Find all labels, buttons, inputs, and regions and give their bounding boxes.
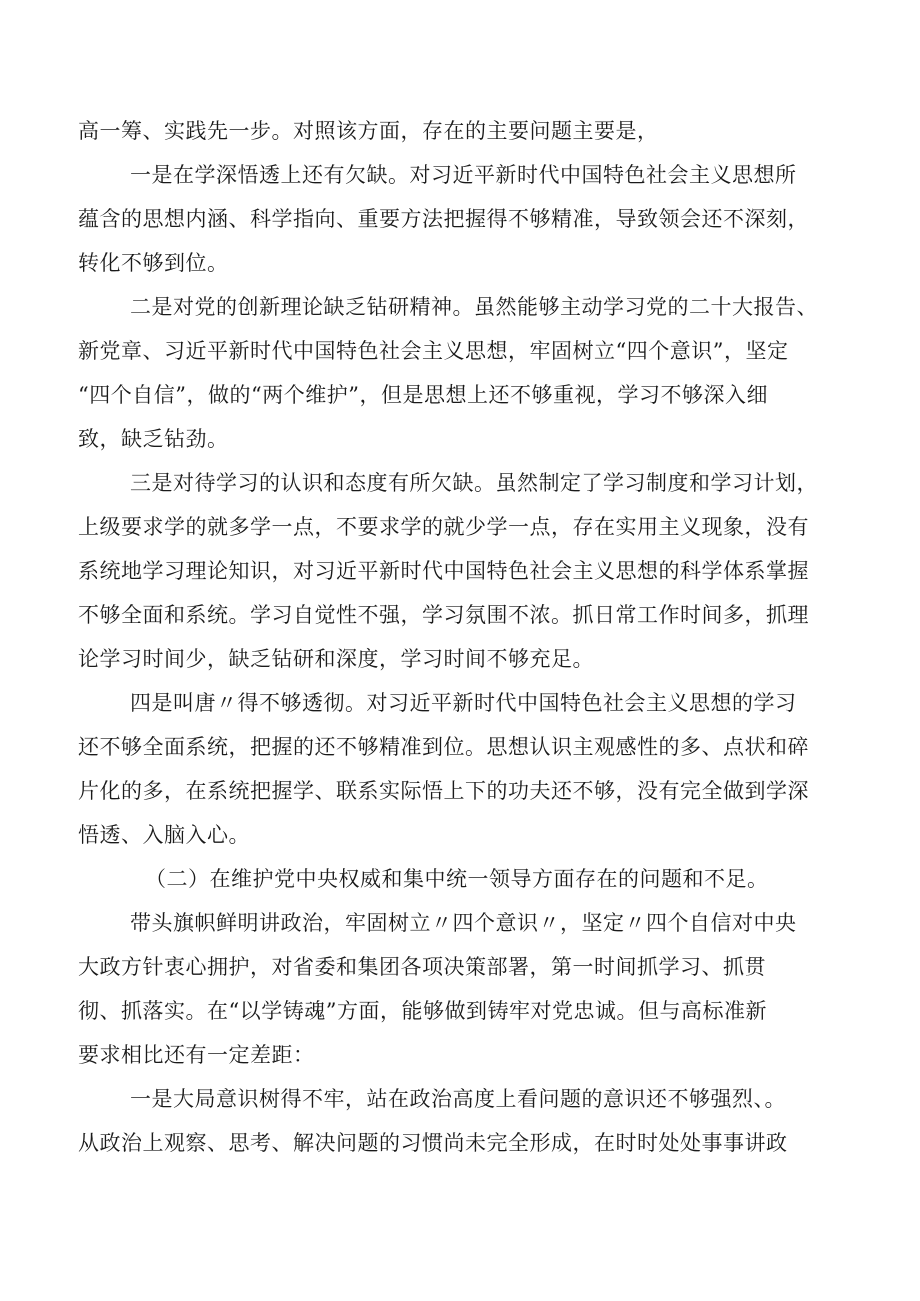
paragraph-2-first-line: 二是对党的创新理论缺乏钻研精神。虽然能够主动学习党的二十大报告、 [130,295,818,319]
text-line: 高一筹、实践先一步。对照该方面，存在的主要问题主要是， [78,119,659,143]
text-line: 要求相比还有一定差距： [78,1043,315,1067]
text-line: 不够全面和系统。学习自觉性不强，学习氛围不浓。抓日常工作时间多，抓理 [78,603,809,627]
text-line: 系统地学习理论知识，对习近平新时代中国特色社会主义思想的科学体系掌握 [78,559,809,583]
text-line: 大政方针衷心拥护，对省委和集团各项决策部署，第一时间抓学习、抓贯 [78,955,766,979]
paragraph-6-first-line: 一是大局意识树得不牢，站在政治高度上看问题的意识还不够强烈、。 [130,1087,786,1111]
paragraph-1-first-line: 一是在学深悟透上还有欠缺。对习近平新时代中国特色社会主义思想所 [130,163,797,187]
text-line: 新党章、习近平新时代中国特色社会主义思想，牢固树立“四个意识”，坚定 [78,339,789,363]
paragraph-4-first-line: 四是叫唐〃得不够透彻。对习近平新时代中国特色社会主义思想的学习 [130,691,797,715]
text-line: 论学习时间少，缺乏钻研和深度，学习时间不够充足。 [78,647,594,671]
section-heading: （二）在维护党中央权威和集中统一领导方面存在的问题和不足。 [145,867,769,891]
text-line: 彻、抓落实。在“以学铸魂”方面，能够做到铸牢对党忠诚。但与高标准新 [78,999,767,1023]
text-line: 片化的多，在系统把握学、联系实际悟上下的功夫还不够，没有完全做到学深 [78,779,809,803]
text-line: 致，缺乏钻劲。 [78,427,229,451]
text-line: 蕴含的思想内涵、科学指向、重要方法把握得不够精准，导致领会还不深刻， [78,207,809,231]
text-line: 还不够全面系统，把握的还不够精准到位。思想认识主观感性的多、点状和碎 [78,735,809,759]
text-line: 转化不够到位。 [78,251,229,275]
text-line: 悟透、入脑入心。 [78,823,250,847]
paragraph-3-first-line: 三是对待学习的认识和态度有所欠缺。虽然制定了学习制度和学习计划， [130,471,818,495]
paragraph-5-first-line: 带头旗帜鲜明讲政治，牢固树立〃四个意识〃，坚定〃四个自信对中央 [130,911,797,935]
text-line: “四个自信”，做的“两个维护”，但是思想上还不够重视，学习不够深入细 [78,383,768,407]
text-line: 从政治上观察、思考、解决问题的习惯尚未完全形成，在时时处处事事讲政 [78,1131,788,1155]
text-line: 上级要求学的就多学一点，不要求学的就少学一点，存在实用主义现象，没有 [78,515,809,539]
